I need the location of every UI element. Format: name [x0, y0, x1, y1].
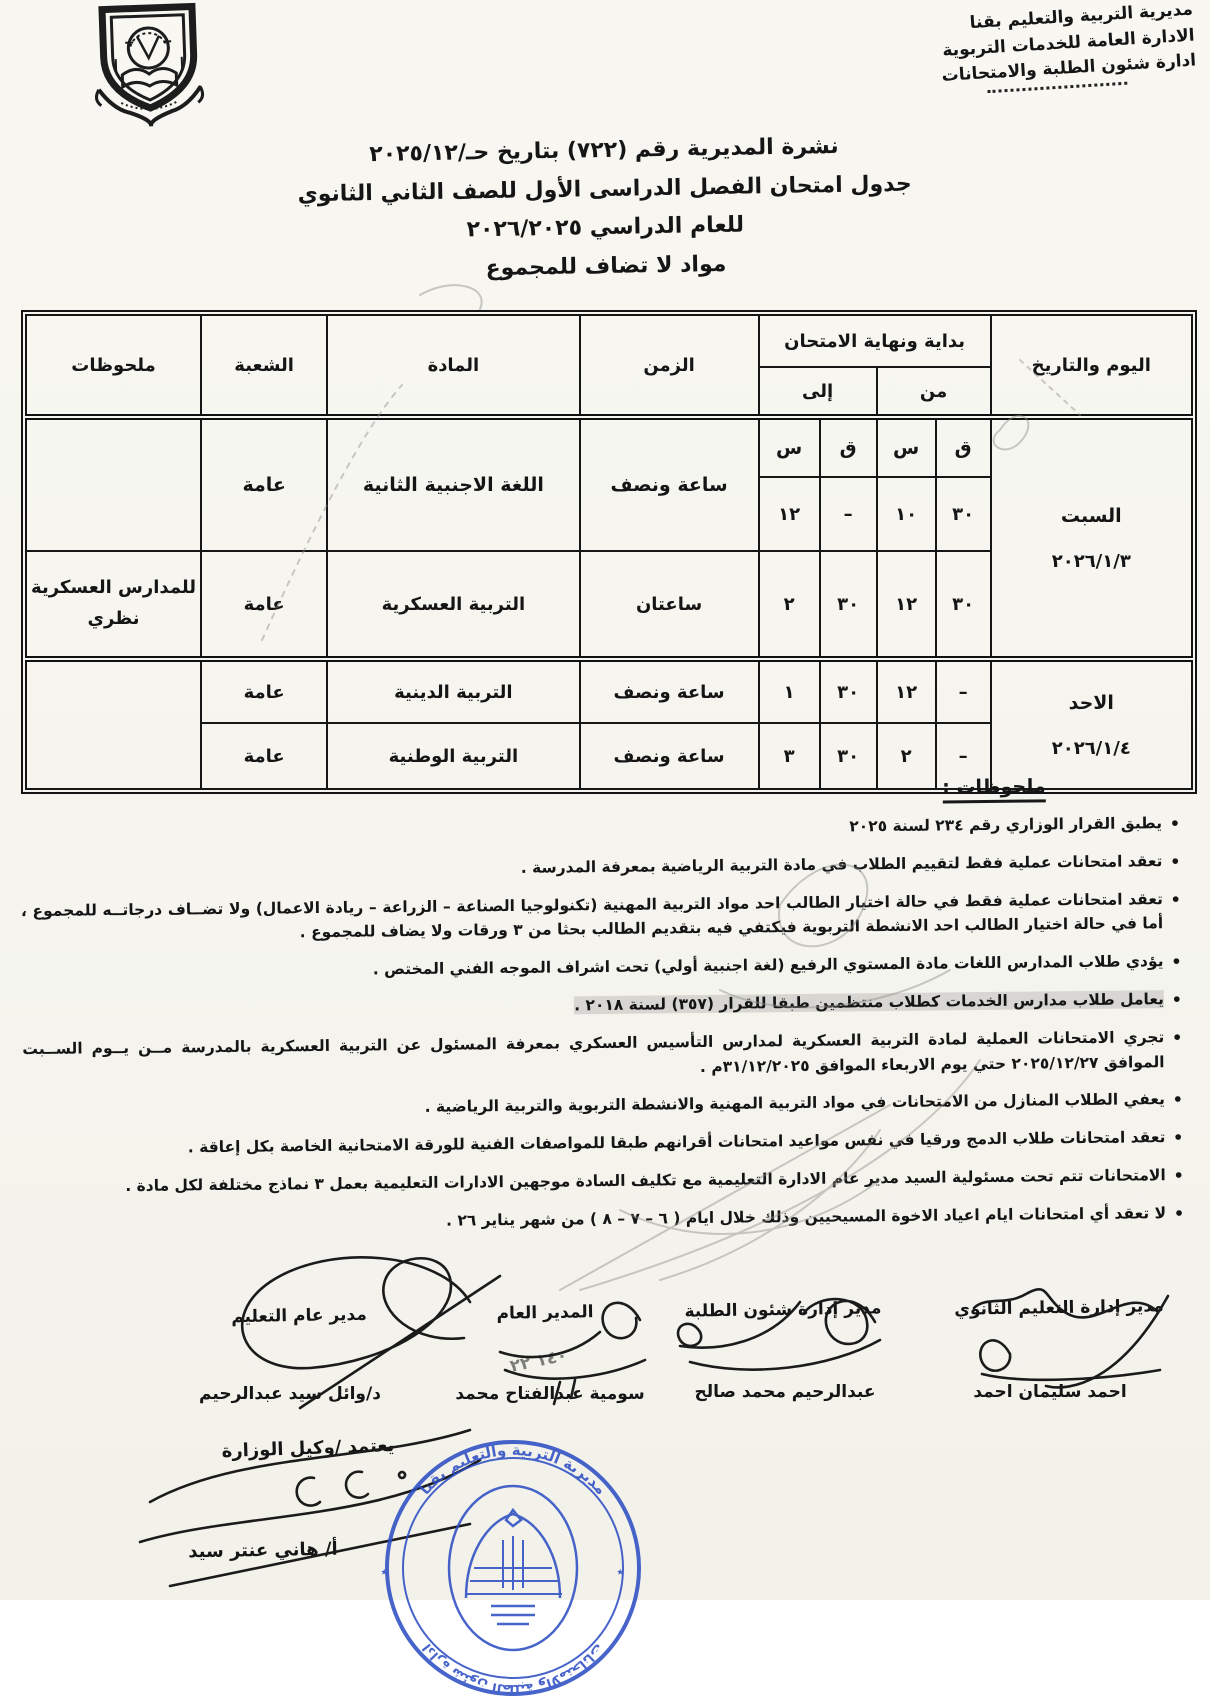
bulletin-prefix: نشرة المديرية رقم (	[617, 133, 839, 163]
to-hour: ٣	[759, 723, 820, 789]
svg-text:ادارة شئون الطلبة والامتحانات	[420, 1640, 606, 1696]
col-header-duration: الزمن	[580, 315, 759, 417]
to-hour: ٢	[759, 551, 820, 659]
note-item-text: يعامل طلاب مدارس الخدمات كطلاب منتظمين طبقا للقرار (٣٥٧) لسنة ٢٠١٨ .	[574, 990, 1164, 1015]
notes-title: ملحوظات :	[942, 775, 1046, 803]
col-header-day-date: اليوم والتاريخ	[991, 315, 1192, 417]
duration-cell: ساعة ونصف	[580, 417, 759, 551]
note-cell	[26, 659, 201, 789]
directorate-emblem-icon	[84, 0, 213, 132]
col-header-branch: الشعبة	[201, 315, 327, 417]
stamp-top-text: مديرية التربية والتعليم بقنا	[415, 1440, 611, 1499]
signature-name-soumaya-abdelfattah: سومية عبدالفتاح محمد	[455, 1384, 645, 1404]
from-hour: ١٠	[877, 477, 936, 551]
subject-cell: اللغة الاجنبية الثانية	[327, 417, 579, 551]
to-minute: –	[820, 477, 877, 551]
note-cell	[26, 417, 201, 551]
official-stamp-icon	[368, 1418, 658, 1708]
bulletin-day-handwritten: حـ	[465, 140, 490, 166]
note-item: • تجري الامتحانات العملية لمادة التربية العسكرية لمدارس التأسيس العسكري بمعرفة المسئول عن التربية العسكرية بالمدرسة مــن يــوم الســبت الموافق ٢٠٢٥/١٢/٢٧ حتي يوم الاربعاء الموافق ٣١/١٢/٢٠٢٥م .	[22, 1025, 1182, 1087]
signature-title-education-director: مدير عام التعليم	[231, 1304, 367, 1328]
signature-title-general-director: المدير العام	[496, 1302, 594, 1324]
col-header-from: من	[877, 367, 991, 417]
branch-cell: عامة	[201, 551, 327, 659]
subject-cell: التربية الدينية	[327, 659, 579, 723]
unit-minute: ق	[820, 417, 877, 477]
from-minute: –	[936, 659, 991, 723]
day-date: ٢٠٢٦/١/٣	[1051, 550, 1131, 572]
exam-schedule-table	[25, 314, 1193, 790]
signature-title-secondary-education: مدير إدارة التعليم الثانوي	[954, 1296, 1164, 1320]
day-date: ٢٠٢٦/١/٤	[1051, 737, 1131, 759]
from-minute: ٣٠	[936, 551, 991, 659]
day-cell-sunday	[991, 659, 1192, 789]
bulletin-middle: ) بتاريخ	[489, 138, 578, 166]
from-hour: ١٢	[877, 551, 936, 659]
to-minute: ٣٠	[820, 551, 877, 659]
unit-minute: ق	[936, 417, 991, 477]
col-header-subject: المادة	[327, 315, 579, 417]
note-cell: للمدارس العسكرية نظري	[26, 551, 201, 659]
signature-title-student-affairs: مدير إدارة شئون الطلبة	[684, 1298, 882, 1322]
to-hour: ١	[759, 659, 820, 723]
signature-name-abdelrehim-saleh: عبدالرحيم محمد صالح	[694, 1382, 876, 1402]
note-item: • لا تعقد أي امتحانات ايام اعياد الاخوة المسيحيين وذلك خلال ايام ( ٦ – ٧ – ٨ ) من شهر يناير ٢٦ .	[24, 1201, 1184, 1238]
stamp-star-right: ٭	[616, 1564, 624, 1580]
approval-label: يعتمد /وكيل الوزارة	[221, 1434, 395, 1463]
to-minute: ٣٠	[820, 723, 877, 789]
from-minute: ٣٠	[936, 477, 991, 551]
duration-cell: ساعة ونصف	[580, 659, 759, 723]
to-minute: ٣٠	[820, 659, 877, 723]
col-header-to: إلى	[759, 367, 877, 417]
duration-cell: ساعتان	[580, 551, 759, 659]
svg-text:مديرية التربية والتعليم بقنا	[416, 1441, 610, 1498]
bulletin-date: /٢٠٢٥/١٢	[369, 140, 467, 168]
academic-year-line: للعام الدراسي ٢٠٢٦/٢٠٢٥	[466, 212, 745, 243]
note-item: • يؤدي طلاب المدارس اللغات مادة المستوي الرفيع (لغة اجنبية أولي) تحت اشراف الموجه الفني المختص .	[21, 949, 1181, 986]
unit-hour: س	[877, 417, 936, 477]
branch-cell: عامة	[201, 659, 327, 723]
from-hour: ١٢	[877, 659, 936, 723]
subjects-not-counted-line: مواد لا تضاف للمجموع	[485, 251, 727, 281]
to-hour: ١٢	[759, 477, 820, 551]
branch-cell: عامة	[201, 723, 327, 789]
notes-list	[20, 811, 1190, 1238]
approver-name: أ/ هاني عنتر سيد	[188, 1538, 338, 1563]
stamp-star-left: ٭	[380, 1564, 388, 1580]
pencil-mark-text: ١٤٠ ٢٢	[508, 1345, 570, 1377]
title-block	[179, 125, 1032, 294]
from-hour: ٢	[877, 723, 936, 789]
from-minute: –	[936, 723, 991, 789]
note-item: • يطبق القرار الوزاري رقم ٢٣٤ لسنة ٢٠٢٥	[20, 811, 1180, 848]
branch-cell: عامة	[201, 417, 327, 551]
notes-section	[20, 774, 1191, 1251]
note-item: • تعقد امتحانات عملية فقط في حالة اختيار الطالب احد مواد التربية المهنية (تكنولوجيا الصناعة – الزراعة – ريادة الاعمال) ولا تضــاف درجاتــه للمجموع ، أما في حالة اختيار الطالب احد الانشطة التربوية فيكتفي فيه بتقديم الطالب بحثا من ٣ ورقات ولا يضاف للمجموع .	[21, 887, 1181, 949]
col-header-notes: ملحوظات	[26, 315, 201, 417]
subject-cell: التربية العسكرية	[327, 551, 579, 659]
exam-schedule-table-frame	[21, 310, 1197, 794]
signature-name-wael-sayed: د/وائل سيد عبدالرحيم	[199, 1384, 381, 1404]
note-item: • الامتحانات تتم تحت مسئولية السيد مدير عام الادارة التعليمية مع تكليف السادة موجهين الادارات التعليمية بعمل ٣ نماذج مختلفة لكل مادة .	[24, 1163, 1184, 1200]
subject-cell: التربية الوطنية	[327, 723, 579, 789]
letterhead-line-1: مديرية التربية والتعليم بقنا	[969, 0, 1194, 34]
note-item	[22, 987, 1182, 1024]
stamp-bottom-text: ادارة شئون الطلبة والامتحانات	[420, 1640, 606, 1697]
note-item: • تعقد امتحانات طلاب الدمج ورقيا في نفس مواعيد امتحانات أقرانهم طبقا للمواصفات الفنية للورقة الامتحانية الخاصة بكل إعاقة .	[23, 1125, 1183, 1162]
letterhead	[848, 0, 1197, 101]
bulletin-number-handwritten: ٧٢٢	[576, 137, 618, 164]
note-item: • يعفي الطلاب المنازل من الامتحانات في مواد التربية المهنية والانشطة التربوية والتربية الرياضية .	[23, 1087, 1183, 1124]
signature-name-ahmed-soliman: احمد سليمان احمد	[973, 1382, 1127, 1402]
day-name: الاحد	[1068, 691, 1114, 714]
unit-hour: س	[759, 417, 820, 477]
schedule-title-line: جدول امتحان الفصل الدراسى الأول للصف الثاني الثانوي	[297, 171, 912, 207]
col-header-start-end: بداية ونهاية الامتحان	[759, 315, 991, 367]
letterhead-line-3: ادارة شئون الطلبة والامتحانات	[941, 50, 1197, 86]
note-item: • تعقد امتحانات عملية فقط لتقييم الطلاب في مادة التربية الرياضية بمعرفة المدرسة .	[20, 849, 1180, 886]
day-name: السبت	[1060, 504, 1122, 527]
letterhead-line-2: الادارة العامة للخدمات التربوية	[941, 24, 1196, 61]
duration-cell: ساعة ونصف	[580, 723, 759, 789]
day-cell-saturday	[991, 417, 1192, 659]
